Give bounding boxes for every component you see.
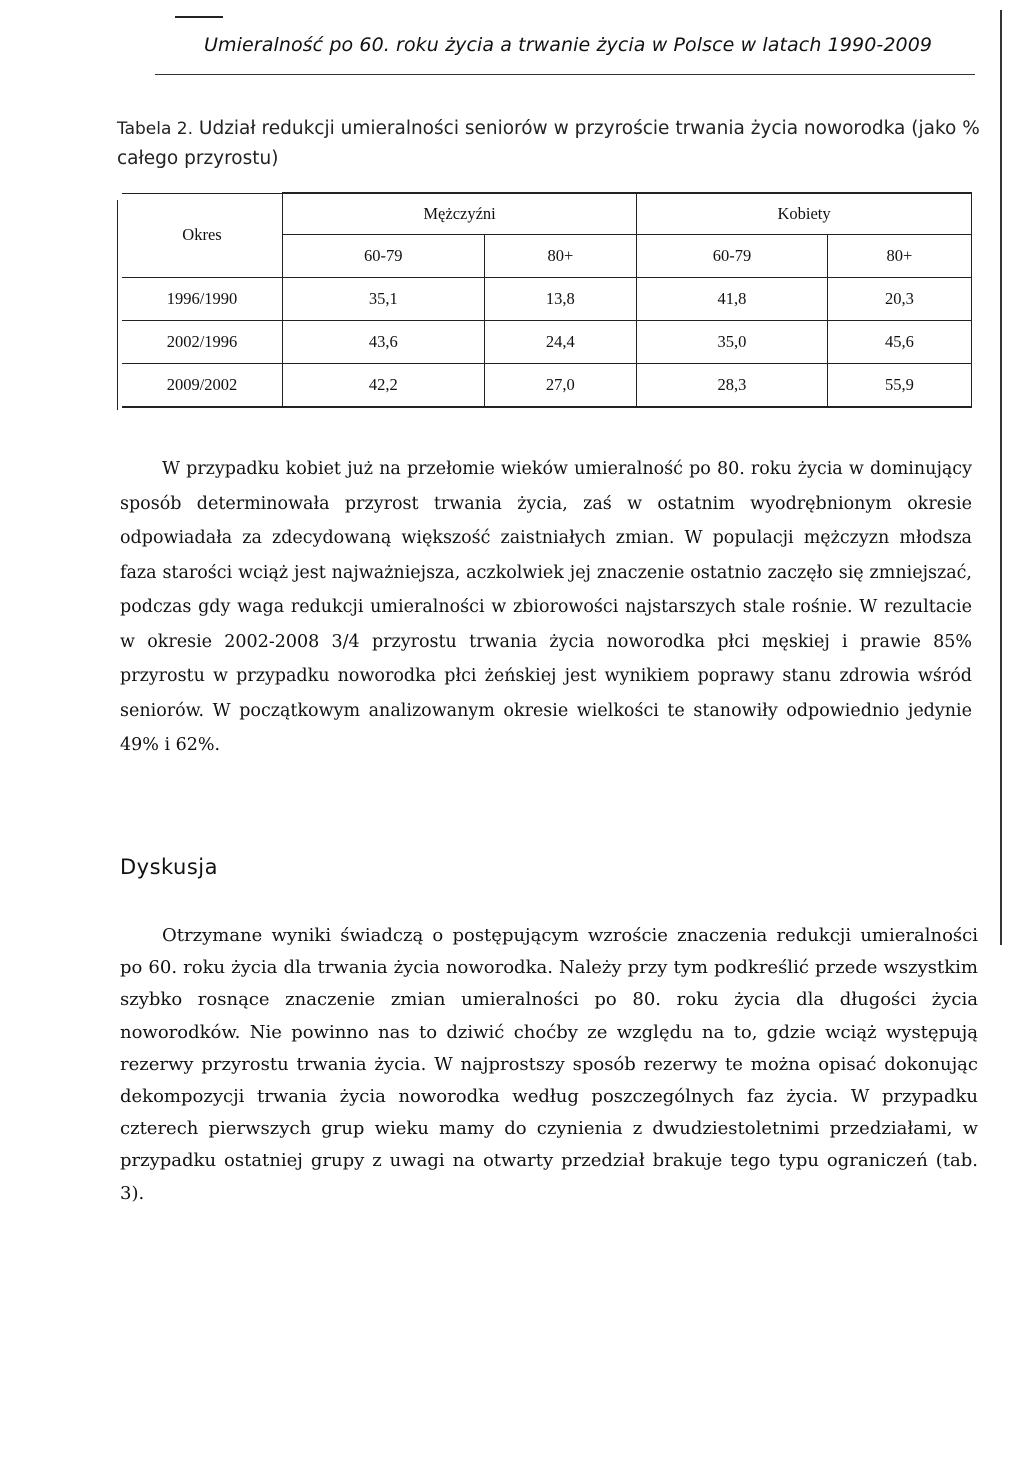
period-cell: 1996/1990 xyxy=(122,278,283,321)
men-60-79-header: 60-79 xyxy=(283,235,485,278)
period-cell: 2002/1996 xyxy=(122,321,283,364)
women-group-header: Kobiety xyxy=(637,193,972,235)
value-cell: 20,3 xyxy=(827,278,971,321)
body-paragraph-2 xyxy=(120,920,978,1210)
table-row xyxy=(122,321,972,364)
table-left-rule xyxy=(117,200,118,410)
women-80plus-header: 80+ xyxy=(827,235,971,278)
value-cell: 35,1 xyxy=(283,278,485,321)
paragraph-1-text: W przypadku kobiet już na przełomie wieków umieralność po 80. roku życia w dominujący sposób determinowała przyrost trwania życia, zaś w ostatnim wyodrębnionym okresie odpowiadała za zdecydowaną większość zaistniałych zmian. W populacji mężczyzn młodsza faza starości wciąż jest najważniejsza, aczkolwiek jej znaczenie ostatnio zaczęło się zmniejszać, podczas gdy waga redukcji umieralności w zbiorowości najstarszych stale rośnie. W rezultacie w okresie 2002-2008 3/4 przyrostu trwania życia noworodka płci męskiej i prawie 85% przyrostu w przypadku noworodka płci żeńskiej jest wynikiem poprawy stanu zdrowia wśród seniorów. W początkowym analizowanym okresie wielkości te stanowiły odpowiednio jedynie 49% i 62%. xyxy=(120,459,972,755)
value-cell: 43,6 xyxy=(283,321,485,364)
table-header-row xyxy=(122,193,972,235)
men-group-header: Mężczyźni xyxy=(283,193,637,235)
men-80plus-header: 80+ xyxy=(484,235,637,278)
value-cell: 42,2 xyxy=(283,364,485,408)
value-cell: 55,9 xyxy=(827,364,971,408)
table-row xyxy=(122,364,972,408)
value-cell: 35,0 xyxy=(637,321,828,364)
period-column-header: Okres xyxy=(122,193,283,278)
value-cell: 24,4 xyxy=(484,321,637,364)
value-cell: 13,8 xyxy=(484,278,637,321)
value-cell: 27,0 xyxy=(484,364,637,408)
right-margin-rule xyxy=(1000,10,1002,945)
paragraph-2-text: Otrzymane wyniki świadczą o postępującym wzroście znaczenia redukcji umieralności po 60. roku życia dla trwania życia noworodka. Należy przy tym podkreślić przede wszystkim szybko rosnące znaczenie zmian umieralności po 80. roku życia dla długości życia noworodków. Nie powinno nas to dziwić choćby ze względu na to, gdzie wciąż występują rezerwy przyrostu trwania życia. W najprostszy sposób rezerwy te można opisać dokonując dekompozycji trwania życia noworodka według poszczególnych faz życia. W przypadku czterech pierwszych grup wieku mamy do czynienia z dwudziestoletnimi przedziałami, w przypadku ostatniej grupy z uwagi na otwarty przedział brakuje tego typu ograniczeń (tab. 3). xyxy=(120,925,978,1204)
header-rule xyxy=(155,74,975,75)
section-heading: Dyskusja xyxy=(120,855,219,879)
women-60-79-header: 60-79 xyxy=(637,235,828,278)
body-paragraph-1 xyxy=(120,452,972,763)
top-short-rule xyxy=(175,16,223,18)
table-label: Tabela 2. xyxy=(117,119,194,139)
table-caption xyxy=(117,114,987,174)
period-cell: 2009/2002 xyxy=(122,364,283,408)
table-caption-text: Udział redukcji umieralności seniorów w przyroście trwania życia noworodka (jako % całego przyrostu) xyxy=(117,118,980,169)
running-header: Umieralność po 60. roku życia a trwanie życia w Polsce w latach 1990-2009 xyxy=(204,34,933,56)
table-row xyxy=(122,278,972,321)
value-cell: 41,8 xyxy=(637,278,828,321)
mortality-reduction-table xyxy=(122,192,972,408)
value-cell: 28,3 xyxy=(637,364,828,408)
value-cell: 45,6 xyxy=(827,321,971,364)
